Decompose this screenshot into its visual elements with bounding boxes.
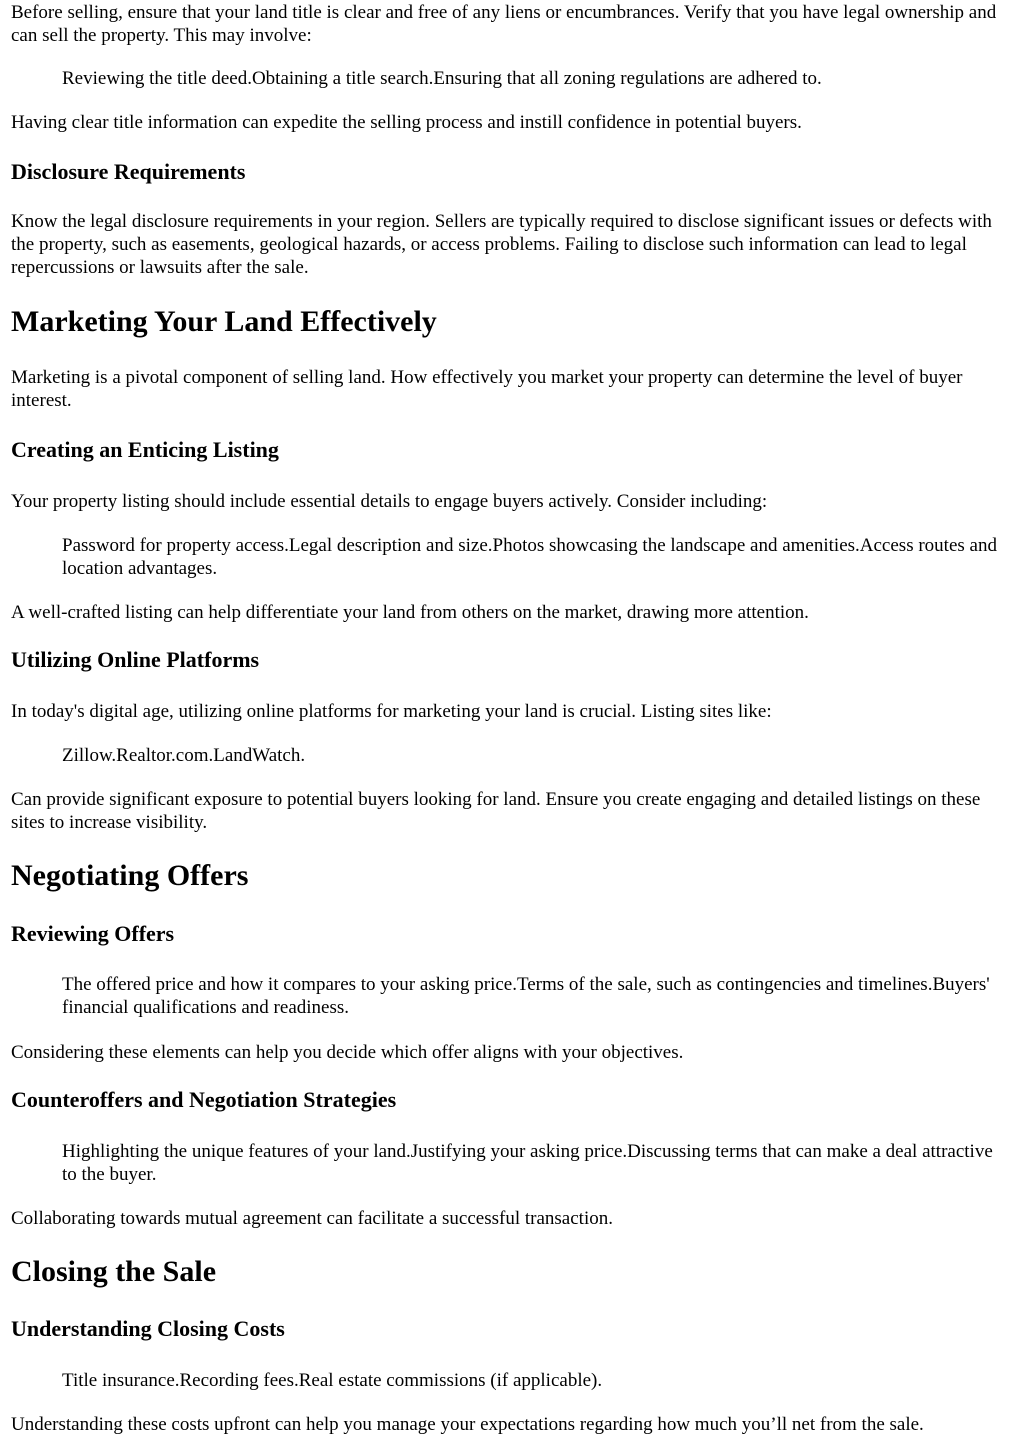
reviewing-offers-checklist: The offered price and how it compares to your asking price.Terms of the sale, such as contingencies and timelines.Buyers' financial qualifications and readiness. — [62, 974, 990, 1018]
marketing-intro-paragraph: Marketing is a pivotal component of selling land. How effectively you market your property can determine the level of buyer interest. — [11, 367, 963, 411]
counteroffers-outro-paragraph: Collaborating towards mutual agreement can facilitate a successful transaction. — [11, 1208, 613, 1229]
title-intro-paragraph: Before selling, ensure that your land title is clear and free of any liens or encumbrances. Verify that you have legal ownership and can sell the property. This may involve: — [11, 2, 997, 46]
listing-outro-paragraph: A well-crafted listing can help differentiate your land from others on the market, drawing more attention. — [11, 602, 809, 623]
listing-heading: Creating an Enticing Listing — [11, 437, 279, 462]
reviewing-offers-heading: Reviewing Offers — [11, 921, 175, 946]
closing-costs-list: Title insurance.Recording fees.Real estate commissions (if applicable). — [62, 1370, 603, 1391]
title-outro-paragraph: Having clear title information can expedite the selling process and instill confidence in potential buyers. — [11, 112, 802, 133]
online-outro-paragraph: Can provide significant exposure to potential buyers looking for land. Ensure you create engaging and detailed listings on these sites to increase visibility. — [11, 789, 981, 833]
marketing-heading: Marketing Your Land Effectively — [11, 305, 437, 338]
listing-intro-paragraph: Your property listing should include essential details to engage buyers actively. Consider including: — [11, 491, 768, 512]
title-checklist: Reviewing the title deed.Obtaining a title search.Ensuring that all zoning regulations are adhered to. — [62, 68, 822, 89]
closing-costs-heading: Understanding Closing Costs — [11, 1316, 285, 1341]
closing-heading: Closing the Sale — [11, 1255, 217, 1288]
online-sites-list: Zillow.Realtor.com.LandWatch. — [62, 745, 306, 766]
online-intro-paragraph: In today's digital age, utilizing online platforms for marketing your land is crucial. Listing sites like: — [11, 701, 772, 722]
counteroffers-checklist: Highlighting the unique features of your land.Justifying your asking price.Discussing terms that can make a deal attractive to the buyer. — [62, 1141, 993, 1185]
negotiating-heading: Negotiating Offers — [11, 859, 249, 892]
disclosure-paragraph: Know the legal disclosure requirements in your region. Sellers are typically required to disclose significant issues or defects with the property, such as easements, geological hazards, or access problems. Failing to disclose such information can lead to legal repercussions or lawsuits after the sale. — [11, 211, 992, 278]
reviewing-outro-paragraph: Considering these elements can help you decide which offer aligns with your objectives. — [11, 1042, 684, 1063]
counteroffers-heading: Counteroffers and Negotiation Strategies — [11, 1087, 397, 1112]
disclosure-heading: Disclosure Requirements — [11, 159, 246, 184]
online-platforms-heading: Utilizing Online Platforms — [11, 647, 260, 672]
closing-costs-outro-paragraph: Understanding these costs upfront can help you manage your expectations regarding how much you’ll net from the sale. — [11, 1414, 924, 1435]
listing-checklist: Password for property access.Legal description and size.Photos showcasing the landscape and amenities.Access routes and location advantages. — [62, 535, 997, 579]
